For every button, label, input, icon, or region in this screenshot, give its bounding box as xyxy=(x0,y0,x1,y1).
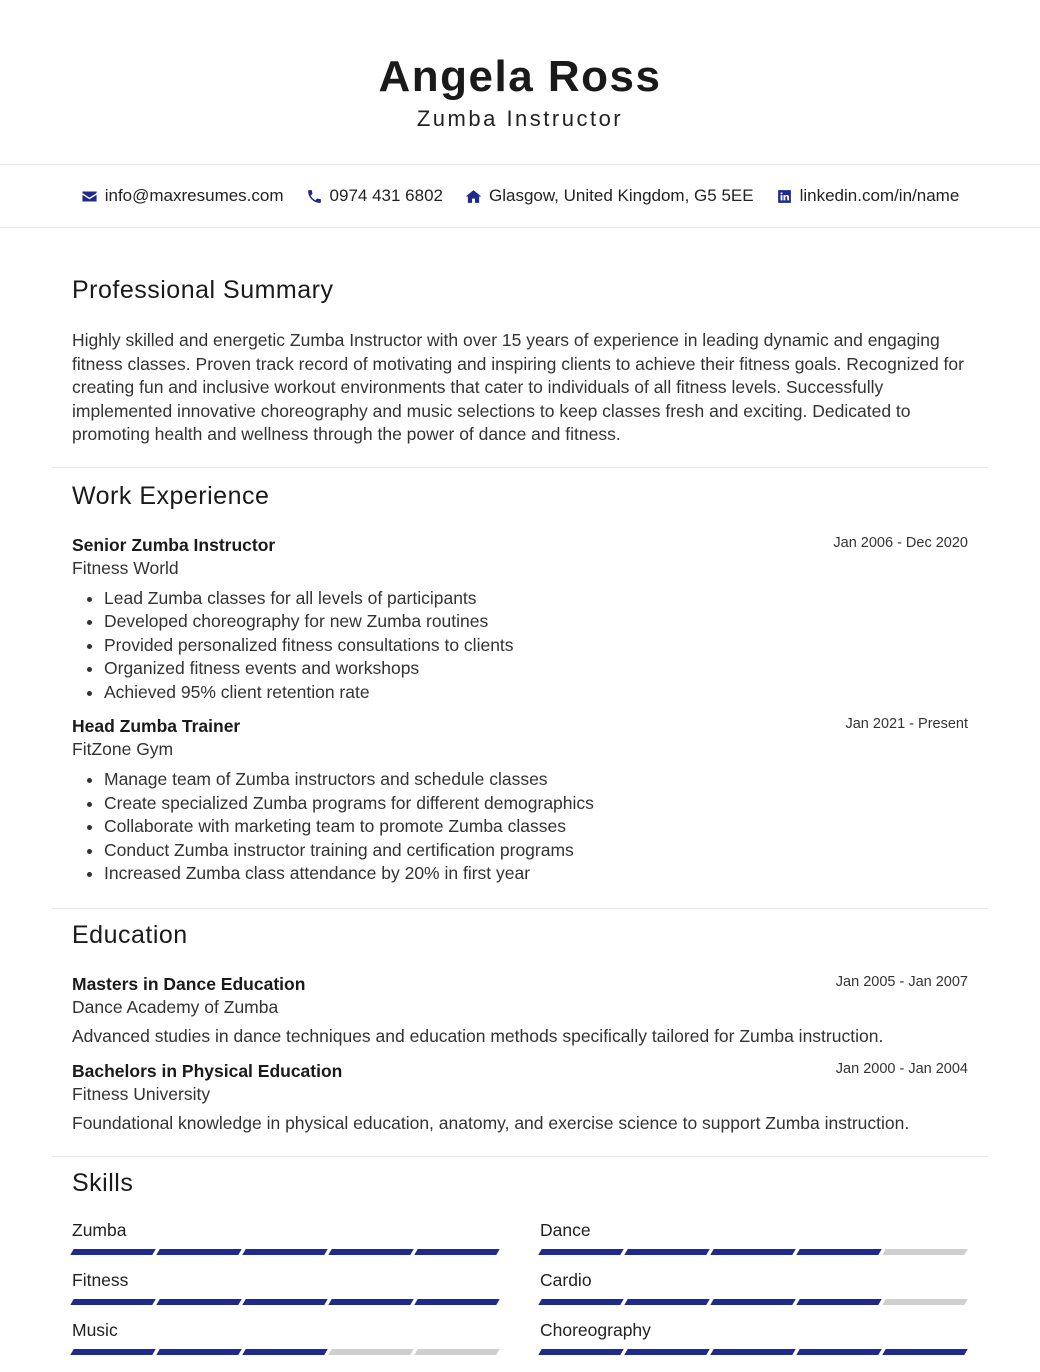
skill-level-bar xyxy=(72,1249,500,1255)
skill-segment-filled xyxy=(414,1249,499,1255)
candidate-name: Angela Ross xyxy=(378,52,662,101)
skill-item xyxy=(540,1220,968,1270)
skill-segment-filled xyxy=(882,1349,967,1355)
job-entry xyxy=(72,535,968,705)
skill-segment-filled xyxy=(242,1349,327,1355)
skill-item xyxy=(540,1270,968,1320)
candidate-title: Zumba Instructor xyxy=(416,106,624,131)
skill-segment-filled xyxy=(414,1299,499,1305)
job-bullets xyxy=(72,587,968,705)
phone-icon xyxy=(306,188,323,205)
skill-segment-filled xyxy=(328,1249,413,1255)
education-dates: Jan 2000 - Jan 2004 xyxy=(835,1060,968,1077)
contact-bar xyxy=(0,164,1040,228)
list-item: • Create specialized Zumba programs for different demographics xyxy=(104,792,968,816)
job-dates: Jan 2021 - Present xyxy=(845,716,968,732)
skill-segment-filled xyxy=(624,1349,709,1355)
phone-text: 0974 431 6802 xyxy=(329,186,443,205)
home-icon xyxy=(465,188,482,205)
summary-text: Highly skilled and energetic Zumba Instructor with over 15 years of experience in leading dynamic and engaging fitness classes. Proven track record of motivating and inspiring clients to achieve their fitness goals. Recognized for creating fun and inclusive workout environments that cater to individuals of all fitness levels. Successfully implemented innovative choreography and music selections to keep classes fresh and exciting. Dedicated to promoting health and wellness through the power of dance and fitness. xyxy=(72,330,964,444)
job-dates: Jan 2006 - Dec 2020 xyxy=(833,534,968,551)
list-item: • Conduct Zumba instructor training and certification programs xyxy=(104,839,968,863)
skill-segment-filled xyxy=(624,1249,709,1255)
skill-level-bar xyxy=(540,1299,968,1305)
list-item: • Increased Zumba class attendance by 20% in first year xyxy=(104,862,968,886)
skill-segment-empty xyxy=(328,1349,413,1355)
skill-segment-filled xyxy=(538,1249,623,1255)
skills-grid xyxy=(72,1220,968,1370)
list-item: • Organized fitness events and workshops xyxy=(104,657,968,681)
skill-segment-filled xyxy=(538,1349,623,1355)
skill-segment-filled xyxy=(242,1249,327,1255)
contact-phone[interactable] xyxy=(306,186,443,206)
list-item: • Lead Zumba classes for all levels of participants xyxy=(104,587,968,611)
skill-level-bar xyxy=(540,1349,968,1355)
skill-item xyxy=(72,1320,500,1370)
skill-segment-filled xyxy=(70,1249,155,1255)
skill-name: Cardio xyxy=(540,1269,592,1290)
education-entry xyxy=(72,974,968,1047)
envelope-icon xyxy=(81,188,98,205)
list-item: • Developed choreography for new Zumba routines xyxy=(104,610,968,634)
education-section xyxy=(52,909,988,1157)
education-description: Foundational knowledge in physical education, anatomy, and exercise science to support Zumba instruction. xyxy=(72,1112,910,1133)
skills-section xyxy=(52,1157,988,1370)
skill-segment-filled xyxy=(156,1249,241,1255)
skill-name: Fitness xyxy=(72,1269,129,1290)
skill-segment-filled xyxy=(796,1249,881,1255)
skill-name: Choreography xyxy=(540,1319,651,1340)
email-text: info@maxresumes.com xyxy=(104,186,284,205)
skill-segment-filled xyxy=(710,1299,795,1305)
summary-section xyxy=(52,226,988,468)
skill-segment-filled xyxy=(242,1299,327,1305)
location-text: Glasgow, United Kingdom, G5 5EE xyxy=(488,186,754,205)
list-item: • Achieved 95% client retention rate xyxy=(104,681,968,705)
degree: Masters in Dance Education xyxy=(72,973,306,994)
skill-segment-filled xyxy=(328,1299,413,1305)
resume-body xyxy=(52,226,988,1370)
section-heading: Education xyxy=(72,920,188,949)
skill-level-bar xyxy=(72,1299,500,1305)
job-role: Head Zumba Trainer xyxy=(72,716,241,736)
education-dates: Jan 2005 - Jan 2007 xyxy=(835,973,968,990)
skill-name: Dance xyxy=(540,1219,591,1240)
skill-segment-filled xyxy=(710,1249,795,1255)
skill-segment-filled xyxy=(70,1299,155,1305)
school: Fitness University xyxy=(72,1083,211,1104)
degree: Bachelors in Physical Education xyxy=(72,1060,343,1081)
skill-segment-filled xyxy=(156,1299,241,1305)
contact-linkedin[interactable] xyxy=(776,186,960,206)
skill-segment-filled xyxy=(538,1299,623,1305)
section-heading: Work Experience xyxy=(72,481,270,510)
school: Dance Academy of Zumba xyxy=(72,996,279,1017)
list-item: • Manage team of Zumba instructors and schedule classes xyxy=(104,768,968,792)
skill-segment-filled xyxy=(796,1299,881,1305)
skill-segment-filled xyxy=(70,1349,155,1355)
job-company: FitZone Gym xyxy=(72,739,174,759)
job-bullets xyxy=(72,768,968,886)
skill-segment-filled xyxy=(796,1349,881,1355)
resume-header xyxy=(0,0,1040,164)
contact-location xyxy=(465,186,754,206)
skill-name: Zumba xyxy=(72,1219,127,1240)
list-item: • Provided personalized fitness consultations to clients xyxy=(104,634,968,658)
skill-level-bar xyxy=(540,1249,968,1255)
linkedin-text: linkedin.com/in/name xyxy=(799,186,960,205)
skill-item xyxy=(72,1220,500,1270)
experience-section xyxy=(52,468,988,909)
skill-segment-empty xyxy=(882,1249,967,1255)
skill-segment-filled xyxy=(156,1349,241,1355)
skill-name: Music xyxy=(72,1319,118,1340)
skill-segment-filled xyxy=(624,1299,709,1305)
skill-item xyxy=(72,1270,500,1320)
linkedin-icon xyxy=(776,188,793,205)
list-item: • Collaborate with marketing team to promote Zumba classes xyxy=(104,815,968,839)
skill-segment-empty xyxy=(882,1299,967,1305)
education-description: Advanced studies in dance techniques and education methods specifically tailored for Zumba instruction. xyxy=(72,1025,884,1046)
job-entry xyxy=(72,716,968,886)
job-company: Fitness World xyxy=(72,557,179,578)
skill-item xyxy=(540,1320,968,1370)
job-role: Senior Zumba Instructor xyxy=(72,534,276,555)
skill-segment-empty xyxy=(414,1349,499,1355)
skill-level-bar xyxy=(72,1349,500,1355)
section-heading: Skills xyxy=(72,1168,134,1197)
skill-segment-filled xyxy=(710,1349,795,1355)
contact-email[interactable] xyxy=(81,186,284,206)
section-heading: Professional Summary xyxy=(72,276,334,304)
education-entry xyxy=(72,1061,968,1134)
